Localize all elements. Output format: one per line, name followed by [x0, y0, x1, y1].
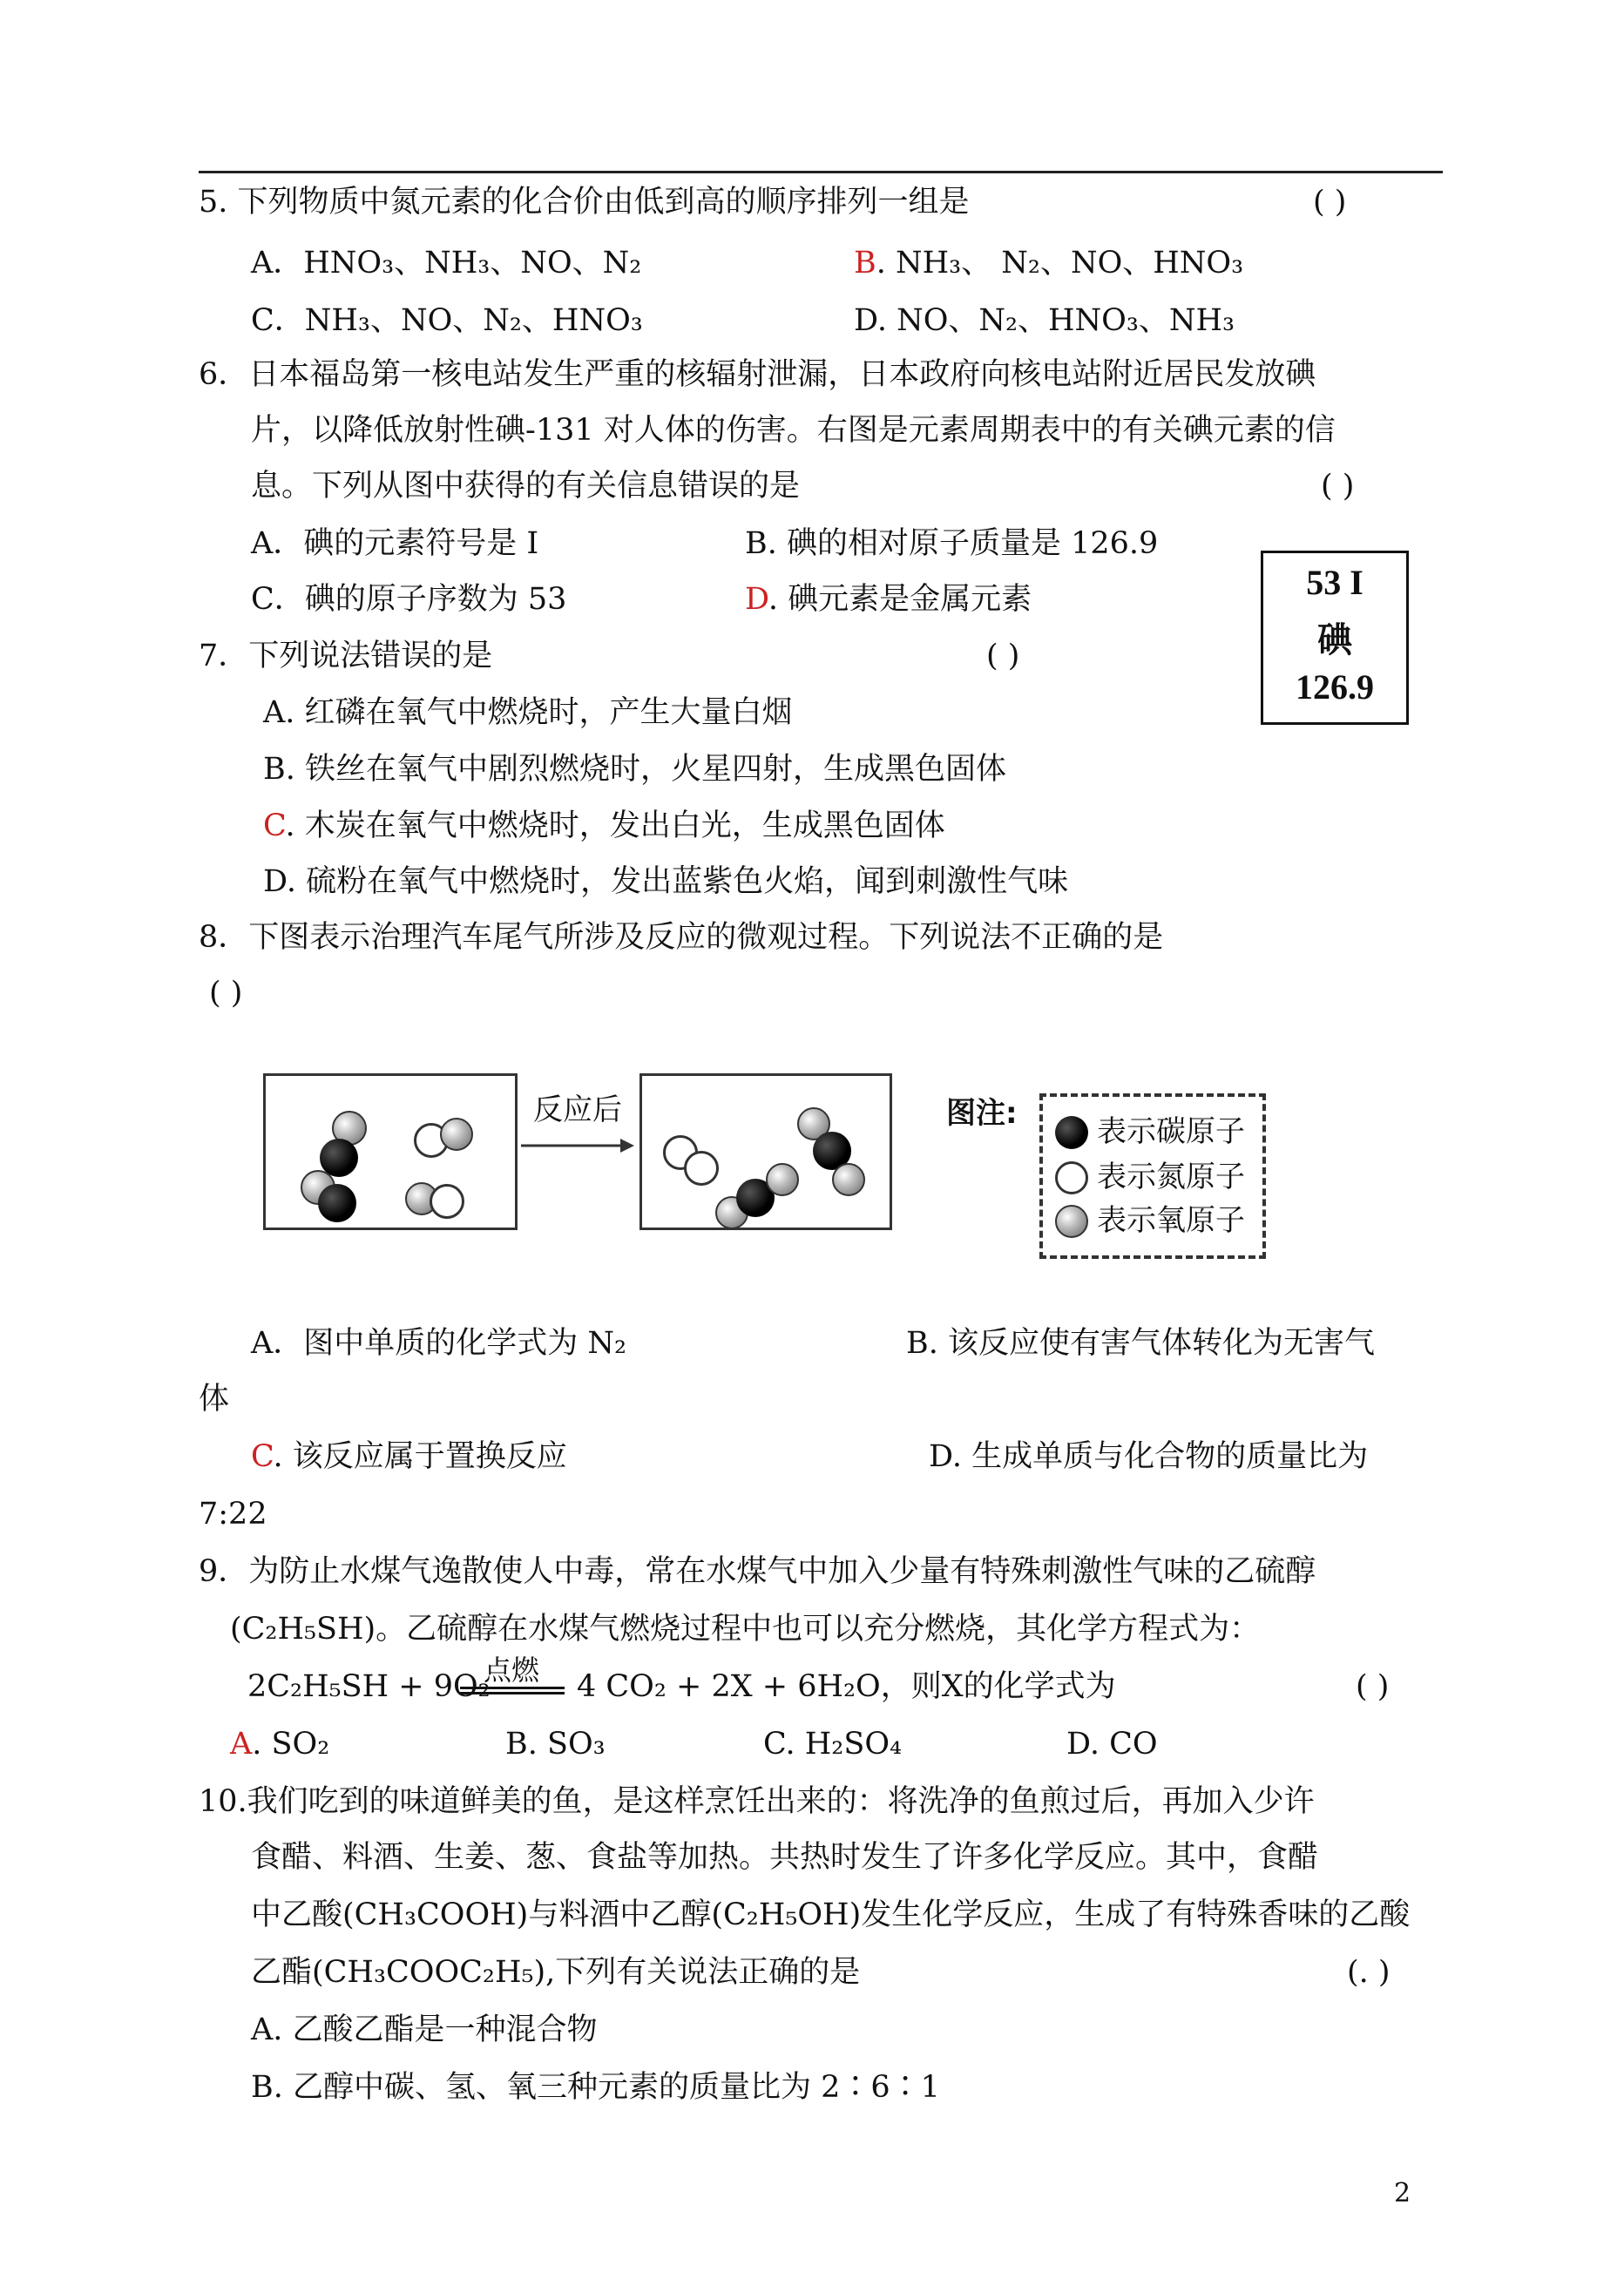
q9-option-a-text: . SO₂	[252, 1727, 330, 1762]
element-number-symbol: 53 I	[1306, 563, 1363, 602]
q9-condition-line-bottom	[460, 1692, 565, 1694]
q6-option-d-letter: D	[745, 582, 768, 617]
page-number: 2	[1394, 2178, 1411, 2208]
q9-equation-left: 2C₂H₅SH + 9O₂	[247, 1669, 491, 1704]
element-name: 碘	[1317, 620, 1352, 659]
oxygen-atom	[440, 1118, 473, 1151]
q8-option-d: D. 生成单质与化合物的质量比为	[929, 1439, 1369, 1474]
q8-option-c-letter: C	[251, 1439, 274, 1474]
element-mass: 126.9	[1296, 667, 1374, 707]
oxygen-atom-legend-icon	[1055, 1205, 1088, 1238]
q9-stem-line1: 9．为防止水煤气逸散使人中毒，常在水煤气中加入少量有特殊刺激性气味的乙硫醇	[199, 1554, 1316, 1589]
q7-option-c-letter: C	[263, 808, 286, 843]
q10-answer-paren: (. )	[1347, 1955, 1391, 1990]
q8-option-c-text: . 该反应属于置换反应	[273, 1439, 567, 1474]
q6-stem-line1: 6．日本福岛第一核电站发生严重的核辐射泄漏，日本政府向核电站附近居民发放碘	[199, 357, 1316, 392]
q6-stem-line2: 片，以降低放射性碘-131 对人体的伤害。右图是元素周期表中的有关碘元素的信	[251, 413, 1336, 448]
q8-option-b-cont: 体	[199, 1382, 230, 1417]
carbon-atom-legend-icon	[1055, 1116, 1088, 1149]
nitrogen-atom	[684, 1151, 719, 1186]
q5-option-b-letter: B	[854, 246, 876, 281]
q5-option-d: D. NO、N₂、HNO₃、NH₃	[854, 303, 1235, 338]
q6-option-b: B. 碘的相对原子质量是 126.9	[745, 526, 1159, 561]
q9-stem-line2: (C₂H₅SH)。乙硫醇在水煤气燃烧过程中也可以充分燃烧，其化学方程式为：	[230, 1612, 1261, 1647]
q9-option-d: D. CO	[1066, 1727, 1158, 1762]
q8-stem: 8．下图表示治理汽车尾气所涉及反应的微观过程。下列说法不正确的是	[199, 920, 1164, 955]
reactants-panel	[263, 1073, 518, 1230]
q10-stem-line2: 食醋、料酒、生姜、葱、食盐等加热。共热时发生了许多化学反应。其中，食醋	[251, 1840, 1319, 1875]
q7-stem: 7．下列说法错误的是	[199, 639, 493, 673]
q10-stem-line3: 中乙酸(CH₃COOH)与料酒中乙醇(C₂H₅OH)发生化学反应，生成了有特殊香味的乙酸	[251, 1897, 1411, 1932]
arrow-label: 反应后	[533, 1092, 622, 1127]
q8-option-c	[251, 1439, 567, 1474]
q10-option-b: B. 乙醇中碳、氢、氧三种元素的质量比为 2∶6∶1	[251, 2070, 940, 2105]
header-rule	[199, 171, 1443, 173]
legend-oxygen: 表示氧原子	[1097, 1203, 1245, 1238]
iodine-element-card	[1261, 551, 1409, 725]
q5-option-c: C．NH₃、NO、N₂、HNO₃	[251, 303, 643, 338]
q7-option-a: A. 红磷在氧气中燃烧时，产生大量白烟	[263, 695, 793, 730]
oxygen-atom	[766, 1163, 799, 1196]
q6-option-c: C．碘的原子序数为 53	[251, 582, 567, 617]
q6-option-d-text: . 碘元素是金属元素	[768, 582, 1032, 617]
q9-equation-right: 4 CO₂ + 2X + 6H₂O，则X的化学式为	[577, 1669, 1116, 1704]
q9-condition-line-top	[460, 1687, 565, 1689]
q8-answer-paren: ( )	[209, 976, 243, 1011]
q5-option-b	[854, 246, 1243, 281]
reaction-arrow	[519, 1133, 638, 1159]
q9-option-a	[230, 1727, 329, 1762]
legend-nitrogen: 表示氮原子	[1097, 1160, 1245, 1194]
nitrogen-atom	[430, 1184, 464, 1219]
carbon-atom	[318, 1184, 356, 1222]
legend-carbon: 表示碳原子	[1097, 1114, 1245, 1149]
q7-option-d: D. 硫粉在氧气中燃烧时，发出蓝紫色火焰，闻到刺激性气味	[263, 864, 1069, 899]
q10-option-a: A. 乙酸乙酯是一种混合物	[251, 2012, 598, 2047]
q10-stem-line4: 乙酯(CH₃COOC₂H₅),下列有关说法正确的是	[251, 1955, 861, 1990]
q9-option-c: C. H₂SO₄	[763, 1727, 903, 1762]
legend-title: 图注:	[946, 1096, 1018, 1131]
products-panel	[639, 1073, 892, 1230]
q6-stem-line3: 息。下列从图中获得的有关信息错误的是	[251, 469, 801, 504]
q5-option-a: A．HNO₃、NH₃、NO、N₂	[251, 246, 642, 281]
q7-option-c-text: . 木炭在氧气中燃烧时，发出白光，生成黑色固体	[285, 808, 945, 843]
nitrogen-atom-legend-icon	[1055, 1161, 1088, 1194]
legend-box	[1039, 1093, 1266, 1259]
q5-option-b-text: . NH₃、 N₂、NO、HNO₃	[876, 246, 1244, 281]
q9-condition: 点燃	[484, 1654, 540, 1687]
q9-option-a-letter: A	[230, 1727, 253, 1762]
q8-option-a: A．图中单质的化学式为 N₂	[251, 1326, 627, 1361]
q9-option-b: B. SO₃	[505, 1727, 606, 1762]
q7-option-c	[263, 808, 945, 843]
q6-option-d	[745, 582, 1032, 617]
q10-stem-line1: 10.我们吃到的味道鲜美的鱼，是这样烹饪出来的：将洗净的鱼煎过后，再加入少许	[199, 1784, 1315, 1819]
q8-option-b: B. 该反应使有害气体转化为无害气	[906, 1326, 1375, 1361]
q5-stem: 5. 下列物质中氮元素的化合价由低到高的顺序排列一组是	[199, 185, 970, 220]
q9-answer-paren: ( )	[1356, 1669, 1390, 1704]
q8-option-d-cont: 7:22	[199, 1497, 267, 1532]
q7-answer-paren: ( )	[986, 639, 1020, 673]
oxygen-atom	[832, 1163, 865, 1196]
q6-option-a: A．碘的元素符号是 I	[251, 526, 539, 561]
q7-option-b: B. 铁丝在氧气中剧烈燃烧时，火星四射，生成黑色固体	[263, 752, 1006, 787]
q6-answer-paren: ( )	[1321, 469, 1355, 504]
q5-answer-paren: ( )	[1313, 185, 1347, 220]
